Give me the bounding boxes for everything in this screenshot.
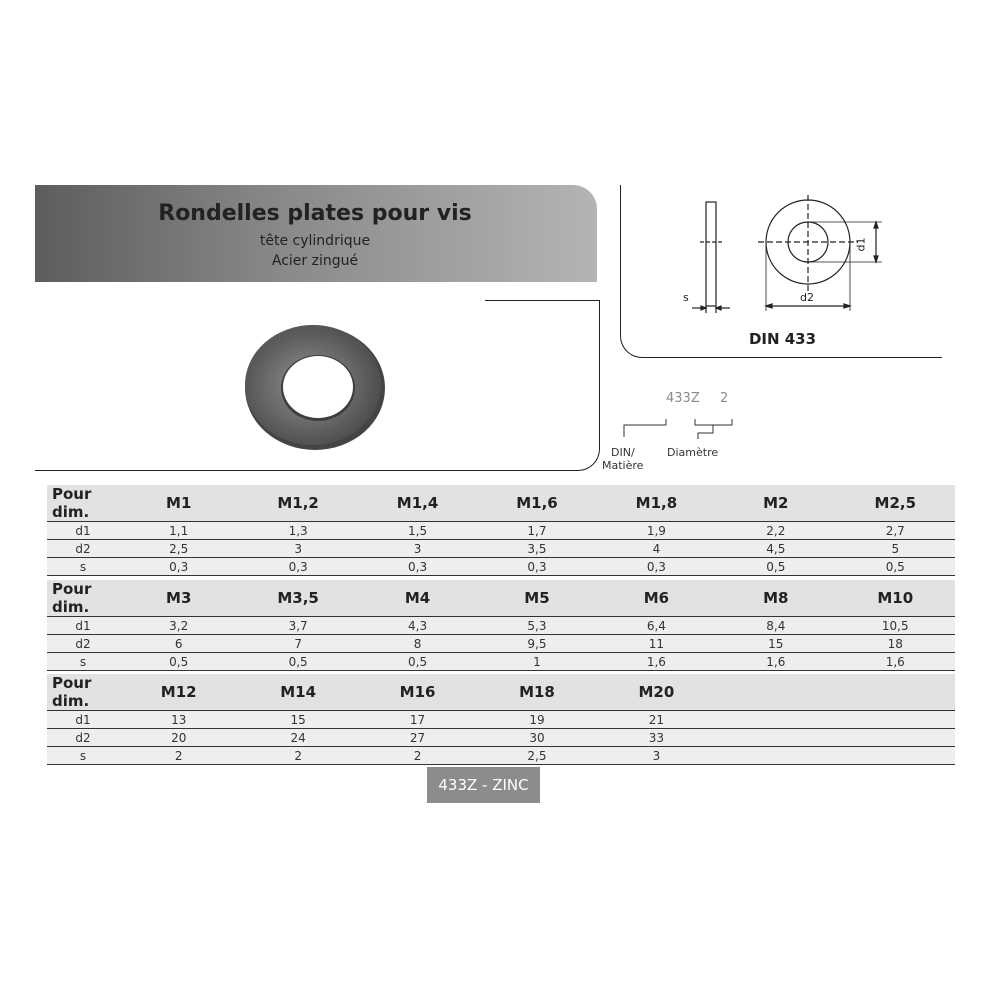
cell: 5 bbox=[836, 540, 955, 558]
dimension-d2-label: d2 bbox=[800, 291, 814, 304]
cell: 15 bbox=[716, 635, 835, 653]
cell: 6 bbox=[119, 635, 238, 653]
cell: 10,5 bbox=[836, 617, 955, 635]
cell: 3 bbox=[238, 540, 357, 558]
cell: 1,5 bbox=[358, 522, 477, 540]
cell: 2,5 bbox=[477, 747, 596, 765]
cell: 0,3 bbox=[119, 558, 238, 576]
row-label: d2 bbox=[47, 540, 119, 558]
table-row bbox=[47, 729, 955, 747]
spec-table-2 bbox=[47, 580, 955, 671]
row-label: d1 bbox=[47, 522, 119, 540]
row-label: d2 bbox=[47, 635, 119, 653]
size-header: M4 bbox=[358, 580, 477, 617]
cell: 1,9 bbox=[597, 522, 716, 540]
size-header: M12 bbox=[119, 674, 238, 711]
cell: 2 bbox=[238, 747, 357, 765]
table-row bbox=[47, 635, 955, 653]
cell: 17 bbox=[358, 711, 477, 729]
cell: 4,3 bbox=[358, 617, 477, 635]
flat-washer-photo bbox=[240, 318, 390, 454]
cell: 5,3 bbox=[477, 617, 596, 635]
cell: 0,5 bbox=[716, 558, 835, 576]
cell: 0,3 bbox=[238, 558, 357, 576]
code-part-din: 433Z bbox=[666, 391, 700, 406]
cell bbox=[836, 729, 955, 747]
header-label: Pour dim. bbox=[47, 580, 119, 617]
size-header: M10 bbox=[836, 580, 955, 617]
size-header: M14 bbox=[238, 674, 357, 711]
size-header: M2,5 bbox=[836, 485, 955, 522]
table-header-row bbox=[47, 580, 955, 617]
cell: 4 bbox=[597, 540, 716, 558]
frame-gap bbox=[35, 299, 485, 302]
cell: 2,5 bbox=[119, 540, 238, 558]
cell: 1,6 bbox=[716, 653, 835, 671]
header-label: Pour dim. bbox=[47, 674, 119, 711]
product-code-tag: 433Z - ZINC bbox=[427, 767, 540, 803]
table-row bbox=[47, 747, 955, 765]
cell: 6,4 bbox=[597, 617, 716, 635]
cell: 3,2 bbox=[119, 617, 238, 635]
size-header: M16 bbox=[358, 674, 477, 711]
cell bbox=[836, 747, 955, 765]
size-header: M1,8 bbox=[597, 485, 716, 522]
cell: 11 bbox=[597, 635, 716, 653]
table-header-row bbox=[47, 674, 955, 711]
cell: 2,7 bbox=[836, 522, 955, 540]
table-row bbox=[47, 653, 955, 671]
cell: 4,5 bbox=[716, 540, 835, 558]
size-header: M1,6 bbox=[477, 485, 596, 522]
cell: 0,3 bbox=[477, 558, 596, 576]
cell: 1 bbox=[477, 653, 596, 671]
cell: 0,5 bbox=[238, 653, 357, 671]
header-label: Pour dim. bbox=[47, 485, 119, 522]
legend-din-label: DIN/ bbox=[611, 446, 635, 459]
cell: 27 bbox=[358, 729, 477, 747]
legend-material-label: Matière bbox=[602, 459, 644, 472]
size-header bbox=[716, 674, 835, 711]
cell: 1,3 bbox=[238, 522, 357, 540]
cell: 21 bbox=[597, 711, 716, 729]
cell: 1,6 bbox=[836, 653, 955, 671]
size-header: M6 bbox=[597, 580, 716, 617]
cell: 3 bbox=[358, 540, 477, 558]
cell: 18 bbox=[836, 635, 955, 653]
row-label: d1 bbox=[47, 711, 119, 729]
code-part-size: 2 bbox=[720, 391, 729, 406]
row-label: s bbox=[47, 653, 119, 671]
spec-table-1 bbox=[47, 485, 955, 576]
cell: 8 bbox=[358, 635, 477, 653]
row-label: s bbox=[47, 558, 119, 576]
cell: 0,3 bbox=[358, 558, 477, 576]
size-header: M5 bbox=[477, 580, 596, 617]
cell: 1,6 bbox=[597, 653, 716, 671]
table-row bbox=[47, 558, 955, 576]
size-header bbox=[836, 674, 955, 711]
size-header: M3 bbox=[119, 580, 238, 617]
size-header: M20 bbox=[597, 674, 716, 711]
cell: 33 bbox=[597, 729, 716, 747]
table-row bbox=[47, 711, 955, 729]
dimension-s-label: s bbox=[683, 291, 689, 304]
size-header: M18 bbox=[477, 674, 596, 711]
cell: 3,7 bbox=[238, 617, 357, 635]
cell: 8,4 bbox=[716, 617, 835, 635]
cell: 3,5 bbox=[477, 540, 596, 558]
cell bbox=[716, 711, 835, 729]
legend-diameter-label: Diamètre bbox=[667, 446, 719, 459]
cell: 24 bbox=[238, 729, 357, 747]
cell: 3 bbox=[597, 747, 716, 765]
cell bbox=[716, 747, 835, 765]
cell: 7 bbox=[238, 635, 357, 653]
cell: 2 bbox=[358, 747, 477, 765]
cell bbox=[836, 711, 955, 729]
table-row bbox=[47, 522, 955, 540]
row-label: s bbox=[47, 747, 119, 765]
cell: 1,7 bbox=[477, 522, 596, 540]
cell: 20 bbox=[119, 729, 238, 747]
cell: 19 bbox=[477, 711, 596, 729]
subtitle-head-type: tête cylindrique bbox=[259, 233, 371, 249]
cell: 0,5 bbox=[358, 653, 477, 671]
row-label: d1 bbox=[47, 617, 119, 635]
cell: 0,3 bbox=[597, 558, 716, 576]
subtitle-material: Acier zingué bbox=[271, 253, 359, 269]
cell: 0,5 bbox=[119, 653, 238, 671]
table-row bbox=[47, 540, 955, 558]
dimension-d1-label: d1 bbox=[854, 237, 868, 252]
cell: 2 bbox=[119, 747, 238, 765]
table-header-row bbox=[47, 485, 955, 522]
table-row bbox=[47, 617, 955, 635]
spec-table-3 bbox=[47, 674, 955, 765]
cell: 9,5 bbox=[477, 635, 596, 653]
size-header: M3,5 bbox=[238, 580, 357, 617]
cell bbox=[716, 729, 835, 747]
size-header: M2 bbox=[716, 485, 835, 522]
size-header: M8 bbox=[716, 580, 835, 617]
cell: 13 bbox=[119, 711, 238, 729]
page-title: Rondelles plates pour vis bbox=[158, 201, 472, 226]
cell: 30 bbox=[477, 729, 596, 747]
cell: 2,2 bbox=[716, 522, 835, 540]
standard-label: DIN 433 bbox=[748, 330, 817, 348]
size-header: M1 bbox=[119, 485, 238, 522]
title-banner bbox=[35, 185, 597, 282]
code-legend-connectors bbox=[600, 415, 740, 445]
size-header: M1,4 bbox=[358, 485, 477, 522]
washer-technical-drawing bbox=[670, 195, 890, 320]
cell: 1,1 bbox=[119, 522, 238, 540]
cell: 15 bbox=[238, 711, 357, 729]
size-header: M1,2 bbox=[238, 485, 357, 522]
cell: 0,5 bbox=[836, 558, 955, 576]
row-label: d2 bbox=[47, 729, 119, 747]
